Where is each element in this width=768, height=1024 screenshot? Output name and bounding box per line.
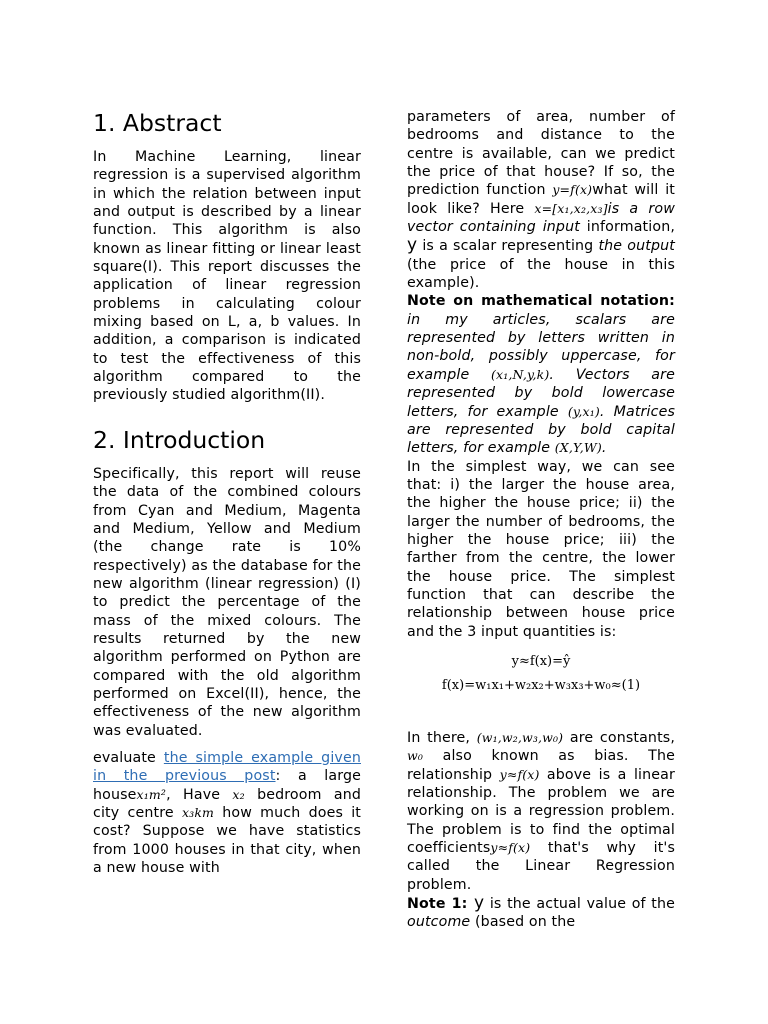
example-lead: evaluate xyxy=(93,749,164,766)
introduction-heading: 2. Introduction xyxy=(93,425,266,454)
example-paragraph: evaluate the simple example given in the previous post: a large housex₁m², Have x₂ bedroom and city centre x₃km how much does it cost? Suppose we have statistics from 1000 houses in that city, when a new house with xyxy=(93,749,362,877)
math-x1m2: x₁m² xyxy=(136,786,167,802)
prediction-paragraph: parameters of area, number of bedrooms and distance to the centre is available, can we predict the price of that house? If so, the prediction function y=f(x)what will it look like? Here x=[x₁,x₂,x₃]is a row vector containing input information, y is a scalar representing the output (the price of the house in this example). xyxy=(407,109,676,292)
right-column xyxy=(407,108,675,932)
introduction-body: Specifically, this report will reuse the data of the combined colours from Cyan and Medium, Magenta and Medium, Yellow and Medium (the change rate is 10% respectively) as the database for the new algorithm (linear regression) (I) to predict the percentage of the mass of the mixed colours. The results returned by the new algorithm performed on Python are compared with the old algorithm performed on Excel(II), hence, the effectiveness of the new algorithm was evaluated. xyxy=(93,465,361,739)
math-y: y xyxy=(407,235,418,256)
math-x-vector: x=[x₁,x₂,x₃] xyxy=(534,200,608,216)
abstract-heading: 1. Abstract xyxy=(93,109,222,137)
left-column xyxy=(93,108,361,877)
constants-paragraph: In there, (w₁,w₂,w₃,w₀) are constants, w₀ also known as bias. The relationship y≈f(x) above is a linear relationship. The problem we are working on is a regression problem. The problem is to find the optimal coefficientsy≈f(x) that's why it's called the Linear Regression problem. xyxy=(407,729,675,893)
note-1: Note 1: y is the actual value of the outcome (based on the xyxy=(407,893,676,931)
math-x3km: x₃km xyxy=(181,805,215,820)
notation-note: Note on mathematical notation: in my articles, scalars are represented by letters written in non-bold, possibly uppercase, for example (x₁,N,y,k). Vectors are represented by bold lowercase letters, for example (y,x₁). Matrices are represented by bold capital letters, for example (X,Y,W). xyxy=(407,293,675,457)
simplest-way-paragraph: In the simplest way, we can see that: i) the larger the house area, the higher the house price; ii) the larger the number of bedrooms, the higher the house price; iii) the farther from the centre, the lower the house price. The simplest function that can describe the relationship between house price and the 3 input quantities is: xyxy=(407,458,675,640)
math-y-equals-fx: y=f(x) xyxy=(552,182,593,198)
notation-note-label: Note on mathematical notation: xyxy=(407,293,675,310)
previous-post-link[interactable]: the simple example given in the previous post xyxy=(93,749,361,785)
math-x2: x₂ xyxy=(232,786,245,802)
abstract-body: In Machine Learning, linear regression is a supervised algorithm in which the relation between input and output is described by a linear function. This algorithm is also known as linear fitting or linear least square(I). This report discusses the application of linear regression problems in calculating colour mixing based on L, a, b values. In addition, a comparison is indicated to test the effectiveness of this algorithm compared to the previously studied algorithm(II). xyxy=(93,149,361,404)
equation-approx: y≈f(x)=ŷ xyxy=(511,653,571,669)
equation-linear-model: f(x)=w₁x₁+w₂x₂+w₃x₃+w₀≈(1) xyxy=(441,677,641,693)
note-1-label: Note 1: xyxy=(407,896,468,913)
